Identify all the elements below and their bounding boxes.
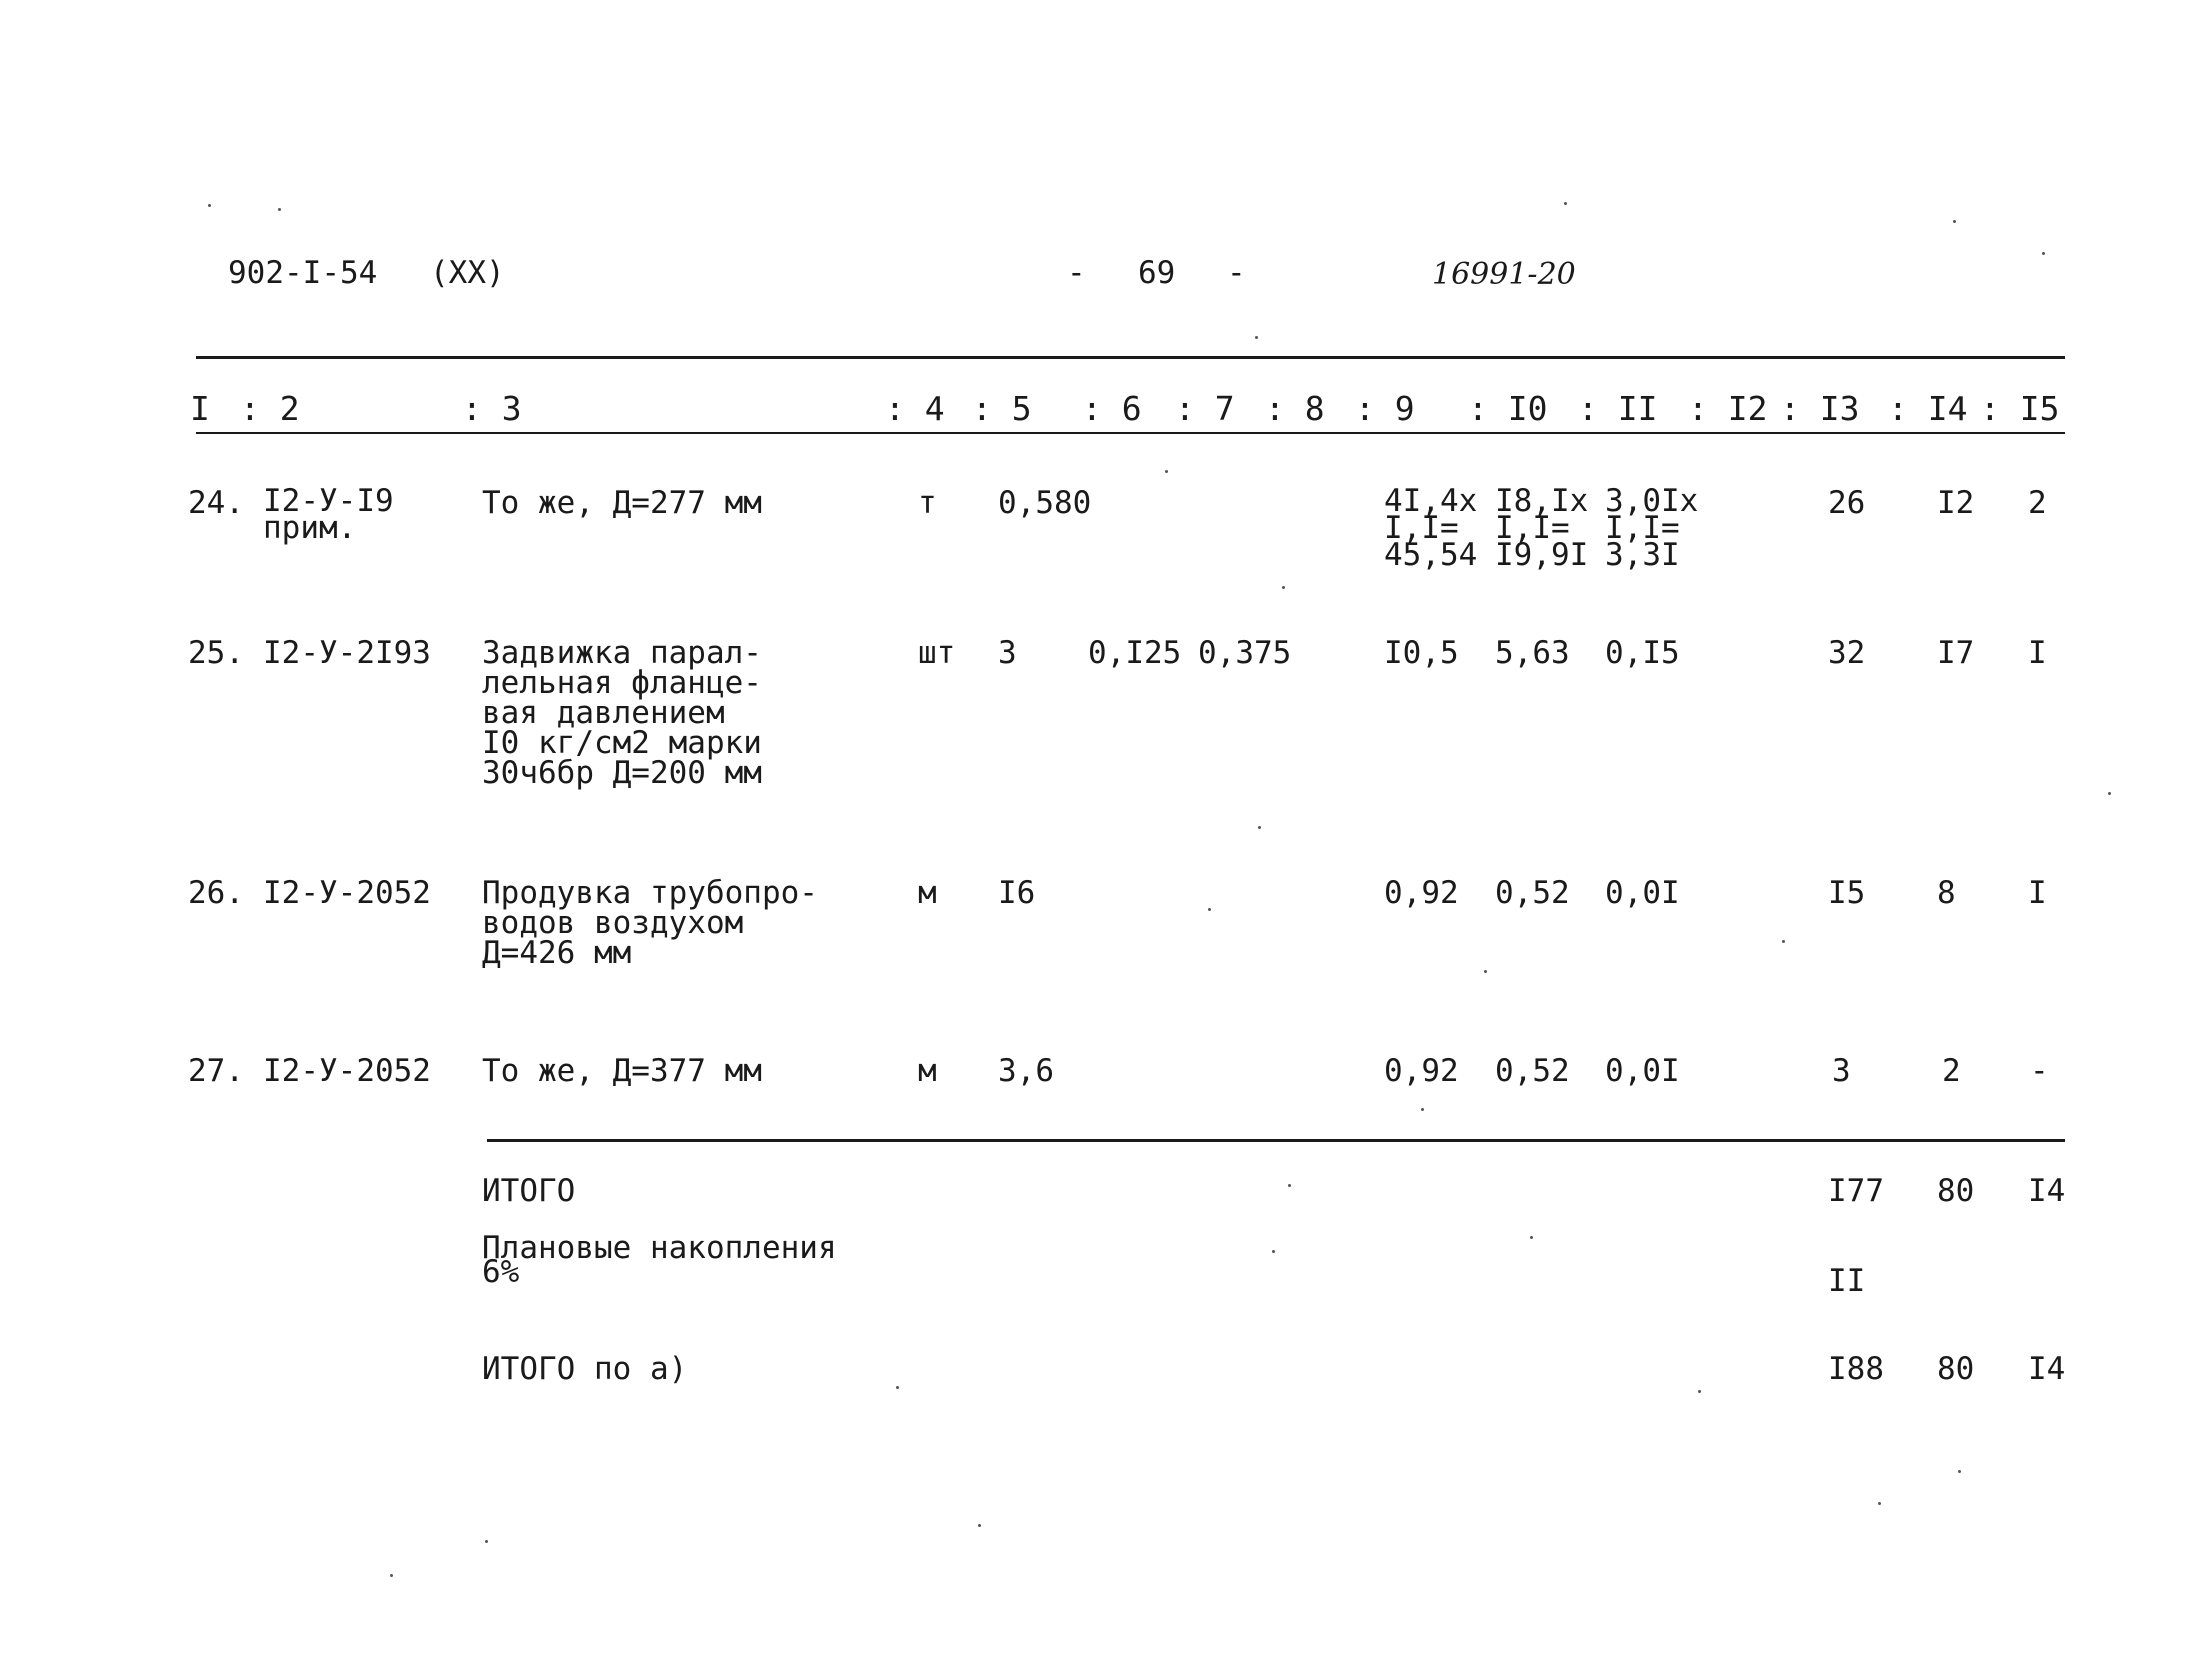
row-col11: 3,0Iх I,I= 3,3I bbox=[1605, 483, 1699, 573]
scan-speck bbox=[208, 204, 211, 207]
row-unit: м bbox=[918, 875, 937, 911]
col-header-11: : II bbox=[1578, 389, 1658, 428]
scan-speck bbox=[1255, 336, 1258, 339]
row-description: Продувка трубопро- водов воздухом Д=426 мм bbox=[482, 875, 818, 971]
scan-speck bbox=[1421, 1108, 1424, 1111]
row-col14: 2 bbox=[1942, 1053, 1961, 1089]
row-col10: 0,52 bbox=[1495, 875, 1570, 911]
scan-speck bbox=[978, 1524, 981, 1527]
document-part: (XX) bbox=[430, 255, 505, 291]
row-col11: 0,0I bbox=[1605, 875, 1680, 911]
total-label: ИТОГО bbox=[482, 1173, 576, 1209]
row-description: То же, Д=277 мм bbox=[482, 485, 762, 521]
scan-speck bbox=[278, 208, 281, 211]
row-col10: 5,63 bbox=[1495, 635, 1570, 671]
col-header-3: : 3 bbox=[462, 389, 522, 428]
scan-speck bbox=[896, 1386, 899, 1389]
totals-rule bbox=[487, 1139, 2065, 1142]
row-col7: 0,375 bbox=[1198, 635, 1292, 671]
row-col9: 0,92 bbox=[1384, 875, 1459, 911]
row-number: 25. bbox=[188, 635, 244, 671]
scan-speck bbox=[1272, 1250, 1275, 1253]
document-code: 902-I-54 bbox=[228, 255, 378, 291]
row-unit: м bbox=[918, 1053, 937, 1089]
row-description: Задвижка парал- лельная фланце- вая давлением I0 кг/см2 марки 30ч6бр Д=200 мм bbox=[482, 635, 762, 791]
row-col5: 3 bbox=[998, 635, 1017, 671]
row-col9: 0,92 bbox=[1384, 1053, 1459, 1089]
row-unit: т bbox=[918, 485, 937, 521]
scan-speck bbox=[1484, 970, 1487, 973]
row-number: 26. bbox=[188, 875, 244, 911]
total-col15: I4 bbox=[2028, 1173, 2066, 1209]
handwritten-reference: 16991-20 bbox=[1432, 257, 1576, 292]
scan-speck bbox=[2108, 792, 2111, 795]
col-header-13: : I3 bbox=[1780, 389, 1860, 428]
planned-savings-col13: II bbox=[1828, 1263, 1866, 1299]
scan-speck bbox=[1282, 586, 1285, 589]
scan-speck bbox=[1288, 1184, 1291, 1187]
row-col6: 0,I25 bbox=[1088, 635, 1182, 671]
row-unit: шт bbox=[918, 635, 956, 671]
row-col14: I7 bbox=[1937, 635, 1975, 671]
row-col11: 0,0I bbox=[1605, 1053, 1680, 1089]
row-col9: I0,5 bbox=[1384, 635, 1459, 671]
row-number: 27. bbox=[188, 1053, 244, 1089]
row-col13: 32 bbox=[1828, 635, 1866, 671]
row-col10: 0,52 bbox=[1495, 1053, 1570, 1089]
scan-speck bbox=[1698, 1390, 1701, 1393]
scan-speck bbox=[485, 1540, 488, 1543]
row-col13: 26 bbox=[1828, 485, 1866, 521]
row-description: То же, Д=377 мм bbox=[482, 1053, 762, 1089]
col-header-12: : I2 bbox=[1688, 389, 1768, 428]
col-header-9: : 9 bbox=[1355, 389, 1415, 428]
header-rule bbox=[196, 432, 2065, 434]
scan-speck bbox=[1165, 470, 1168, 473]
col-header-14: : I4 bbox=[1888, 389, 1968, 428]
page-dash-right: - bbox=[1227, 255, 1246, 291]
grand-total-col13: I88 bbox=[1828, 1351, 1884, 1387]
row-code: I2-У-I9 прим. bbox=[263, 483, 394, 546]
row-col15: I bbox=[2028, 875, 2047, 911]
row-col5: 3,6 bbox=[998, 1053, 1054, 1089]
scan-speck bbox=[1782, 940, 1785, 943]
row-code: I2-У-2052 bbox=[263, 875, 431, 911]
scan-speck bbox=[1258, 826, 1261, 829]
scan-speck bbox=[1953, 220, 1956, 223]
row-col15: 2 bbox=[2028, 485, 2047, 521]
row-number: 24. bbox=[188, 485, 244, 521]
row-col15: I bbox=[2028, 635, 2047, 671]
row-code: I2-У-2052 bbox=[263, 1053, 431, 1089]
row-col15: - bbox=[2030, 1053, 2049, 1089]
grand-total-col14: 80 bbox=[1937, 1351, 1975, 1387]
page-number: 69 bbox=[1138, 255, 1176, 291]
grand-total-col15: I4 bbox=[2028, 1351, 2066, 1387]
grand-total-label: ИТОГО по а) bbox=[482, 1351, 688, 1387]
scan-speck bbox=[1208, 908, 1211, 911]
scan-speck bbox=[1878, 1502, 1881, 1505]
planned-savings-label: Плановые накопления 6% bbox=[482, 1230, 837, 1290]
scan-speck bbox=[1564, 202, 1567, 205]
total-col14: 80 bbox=[1937, 1173, 1975, 1209]
row-col13: I5 bbox=[1828, 875, 1866, 911]
scan-speck bbox=[1958, 1470, 1961, 1473]
row-col13: 3 bbox=[1832, 1053, 1851, 1089]
col-header-6: : 6 bbox=[1082, 389, 1142, 428]
row-col5: 0,580 bbox=[998, 485, 1092, 521]
col-header-8: : 8 bbox=[1265, 389, 1325, 428]
col-header-10: : I0 bbox=[1468, 389, 1548, 428]
col-header-15: : I5 bbox=[1980, 389, 2060, 428]
scan-speck bbox=[390, 1574, 393, 1577]
scan-speck bbox=[1530, 1236, 1533, 1239]
col-header-5: : 5 bbox=[972, 389, 1032, 428]
col-header-4: : 4 bbox=[885, 389, 945, 428]
top-rule bbox=[196, 356, 2065, 359]
row-col5: I6 bbox=[998, 875, 1036, 911]
col-header-2: : 2 bbox=[240, 389, 300, 428]
row-col9: 4I,4х I,I= 45,54 bbox=[1384, 483, 1478, 573]
col-header-7: : 7 bbox=[1175, 389, 1235, 428]
row-col14: 8 bbox=[1937, 875, 1956, 911]
total-col13: I77 bbox=[1828, 1173, 1884, 1209]
page-dash-left: - bbox=[1067, 255, 1086, 291]
row-col10: I8,Iх I,I= I9,9I bbox=[1495, 483, 1589, 573]
row-col11: 0,I5 bbox=[1605, 635, 1680, 671]
row-col14: I2 bbox=[1937, 485, 1975, 521]
col-header-1: I bbox=[190, 389, 210, 428]
scan-speck bbox=[2042, 252, 2045, 255]
row-code: I2-У-2I93 bbox=[263, 635, 431, 671]
